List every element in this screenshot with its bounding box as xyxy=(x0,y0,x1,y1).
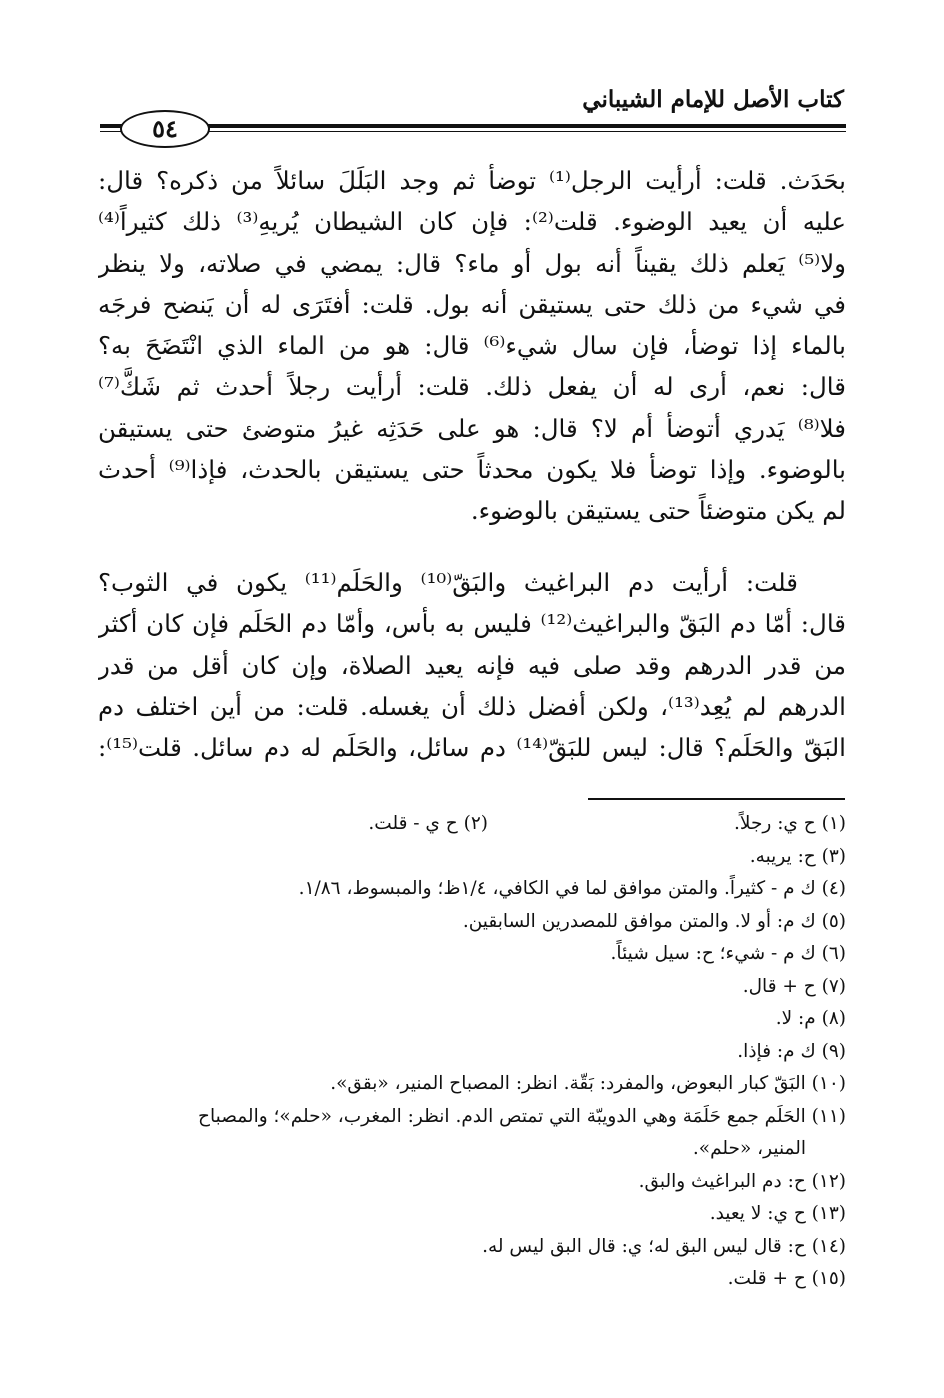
footnote: (١٠) البَقّ كبار البعوض، والمفرد: بَقّة. انظر: المصباح المنير، «بقق». xyxy=(330,1073,846,1094)
text-line: فلا⁽⁸⁾ يَدري أتوضأ أم لا؟ قال: هو على حَدَثِه غيرُ متوضئ حتى يستيقن xyxy=(98,413,846,443)
footnote: (١٢) ح: دم البراغيث والبق. xyxy=(638,1170,846,1192)
footnote: (٩) ك م: فإذا. xyxy=(737,1040,846,1062)
paragraph-2 xyxy=(98,562,846,768)
footnote: (٣) ح: يريبه. xyxy=(749,845,846,867)
text-line: بالوضوء. وإذا توضأ فلا يكون محدثاً حتى يستيقن بالحدث، فإذا⁽⁹⁾ أحدث xyxy=(98,455,846,485)
footnote: (٥) ك م: أو لا. والمتن موافق للمصدرين السابقين. xyxy=(462,910,846,932)
footnote: (٢) ح ي - قلت. xyxy=(368,813,488,834)
text-line: البَقّ والحَلَم؟ قال: ليس للبَقّ⁽¹⁴⁾ دم سائل، والحَلَم له دم سائل. قلت⁽¹⁵⁾: xyxy=(98,733,846,763)
paragraph-1 xyxy=(98,160,846,532)
text-line: ولا⁽⁵⁾ يَعلم ذلك يقيناً أنه بول أو ماء؟ قال: يمضي في صلاته، ولا ينظر xyxy=(98,248,846,278)
footnote: (٤) ك م - كثيراً. والمتن موافق لما في الكافي، ١/٤ظ؛ والمبسوط، ١/٨٦. xyxy=(298,878,846,899)
text-line: عليه أن يعيد الوضوء. قلت⁽²⁾: فإن كان الشيطان يُريهِ⁽³⁾ ذلك كثيراً⁽⁴⁾ xyxy=(98,207,846,237)
footnote-row xyxy=(98,808,846,841)
footnote: (٨) م: لا. xyxy=(775,1008,846,1029)
text-line: من قدر الدرهم وقد صلى فيه فإنه يعيد الصلاة، وإن كان أقل من قدر xyxy=(98,650,846,680)
page-number: ٥٤ xyxy=(120,110,210,148)
text-line: لم يكن متوضئاً حتى يستيقن بالوضوء. xyxy=(470,496,846,526)
footnote: (١) ح ي: رجلاً. xyxy=(734,813,846,834)
text-line: قال: أمّا دم البَقّ والبراغيث⁽¹²⁾ فليس به بأس، وأمّا دم الحَلَم فإن كان أكثر xyxy=(98,609,846,639)
footnote: (١٥) ح + قلت. xyxy=(727,1268,846,1289)
footnote: (١٣) ح ي: لا يعيد. xyxy=(709,1203,846,1224)
text-line: في شيء من ذلك حتى يستيقن أنه بول. قلت: أفتَرَى له أن يَنضح فرجَه xyxy=(98,289,846,319)
header-rule-thin xyxy=(100,131,846,132)
text-line: قال: نعم، أرى له أن يفعل ذلك. قلت: أرأيت رجلاً أحدث ثم شَكَّ⁽⁷⁾ xyxy=(98,372,846,402)
footnote: (٧) ح + قال. xyxy=(742,975,846,997)
text-line: قلت: أرأيت دم البراغيث والبَقّ⁽¹⁰⁾ والحَلَم⁽¹¹⁾ يكون في الثوب؟ xyxy=(98,568,798,597)
header-rule-thick xyxy=(100,124,846,128)
footnote-separator xyxy=(588,798,845,800)
footnote-continuation: المنير، «حلم». xyxy=(692,1138,806,1159)
text-line: الدرهم لم يُعِد⁽¹³⁾، ولكن أفضل ذلك أن يغسله. قلت: من أين اختلف دم xyxy=(98,691,846,721)
text-line: بحَدَث. قلت: أرأيت الرجل⁽¹⁾ توضأ ثم وجد البَلَلَ سائلاً من ذكره؟ قال: xyxy=(98,166,846,195)
footnote: (٦) ك م - شيء؛ ح: سيل شيئاً. xyxy=(610,943,846,964)
footnotes xyxy=(98,808,846,1296)
running-title: كتاب الأصل للإمام الشيباني xyxy=(582,86,844,113)
text-line: بالماء إذا توضأ، فإن سال شيء⁽⁶⁾ قال: هو من الماء الذي انْتَضَحَ به؟ xyxy=(98,331,846,361)
footnote: (١١) الحَلَم جمع حَلَمَة وهي الدويبّة التي تمتص الدم. انظر: المغرب، «حلم»؛ والمصباح xyxy=(198,1105,846,1127)
footnote: (١٤) ح: قال ليس البق له؛ ي: قال البق ليس له. xyxy=(482,1235,846,1257)
